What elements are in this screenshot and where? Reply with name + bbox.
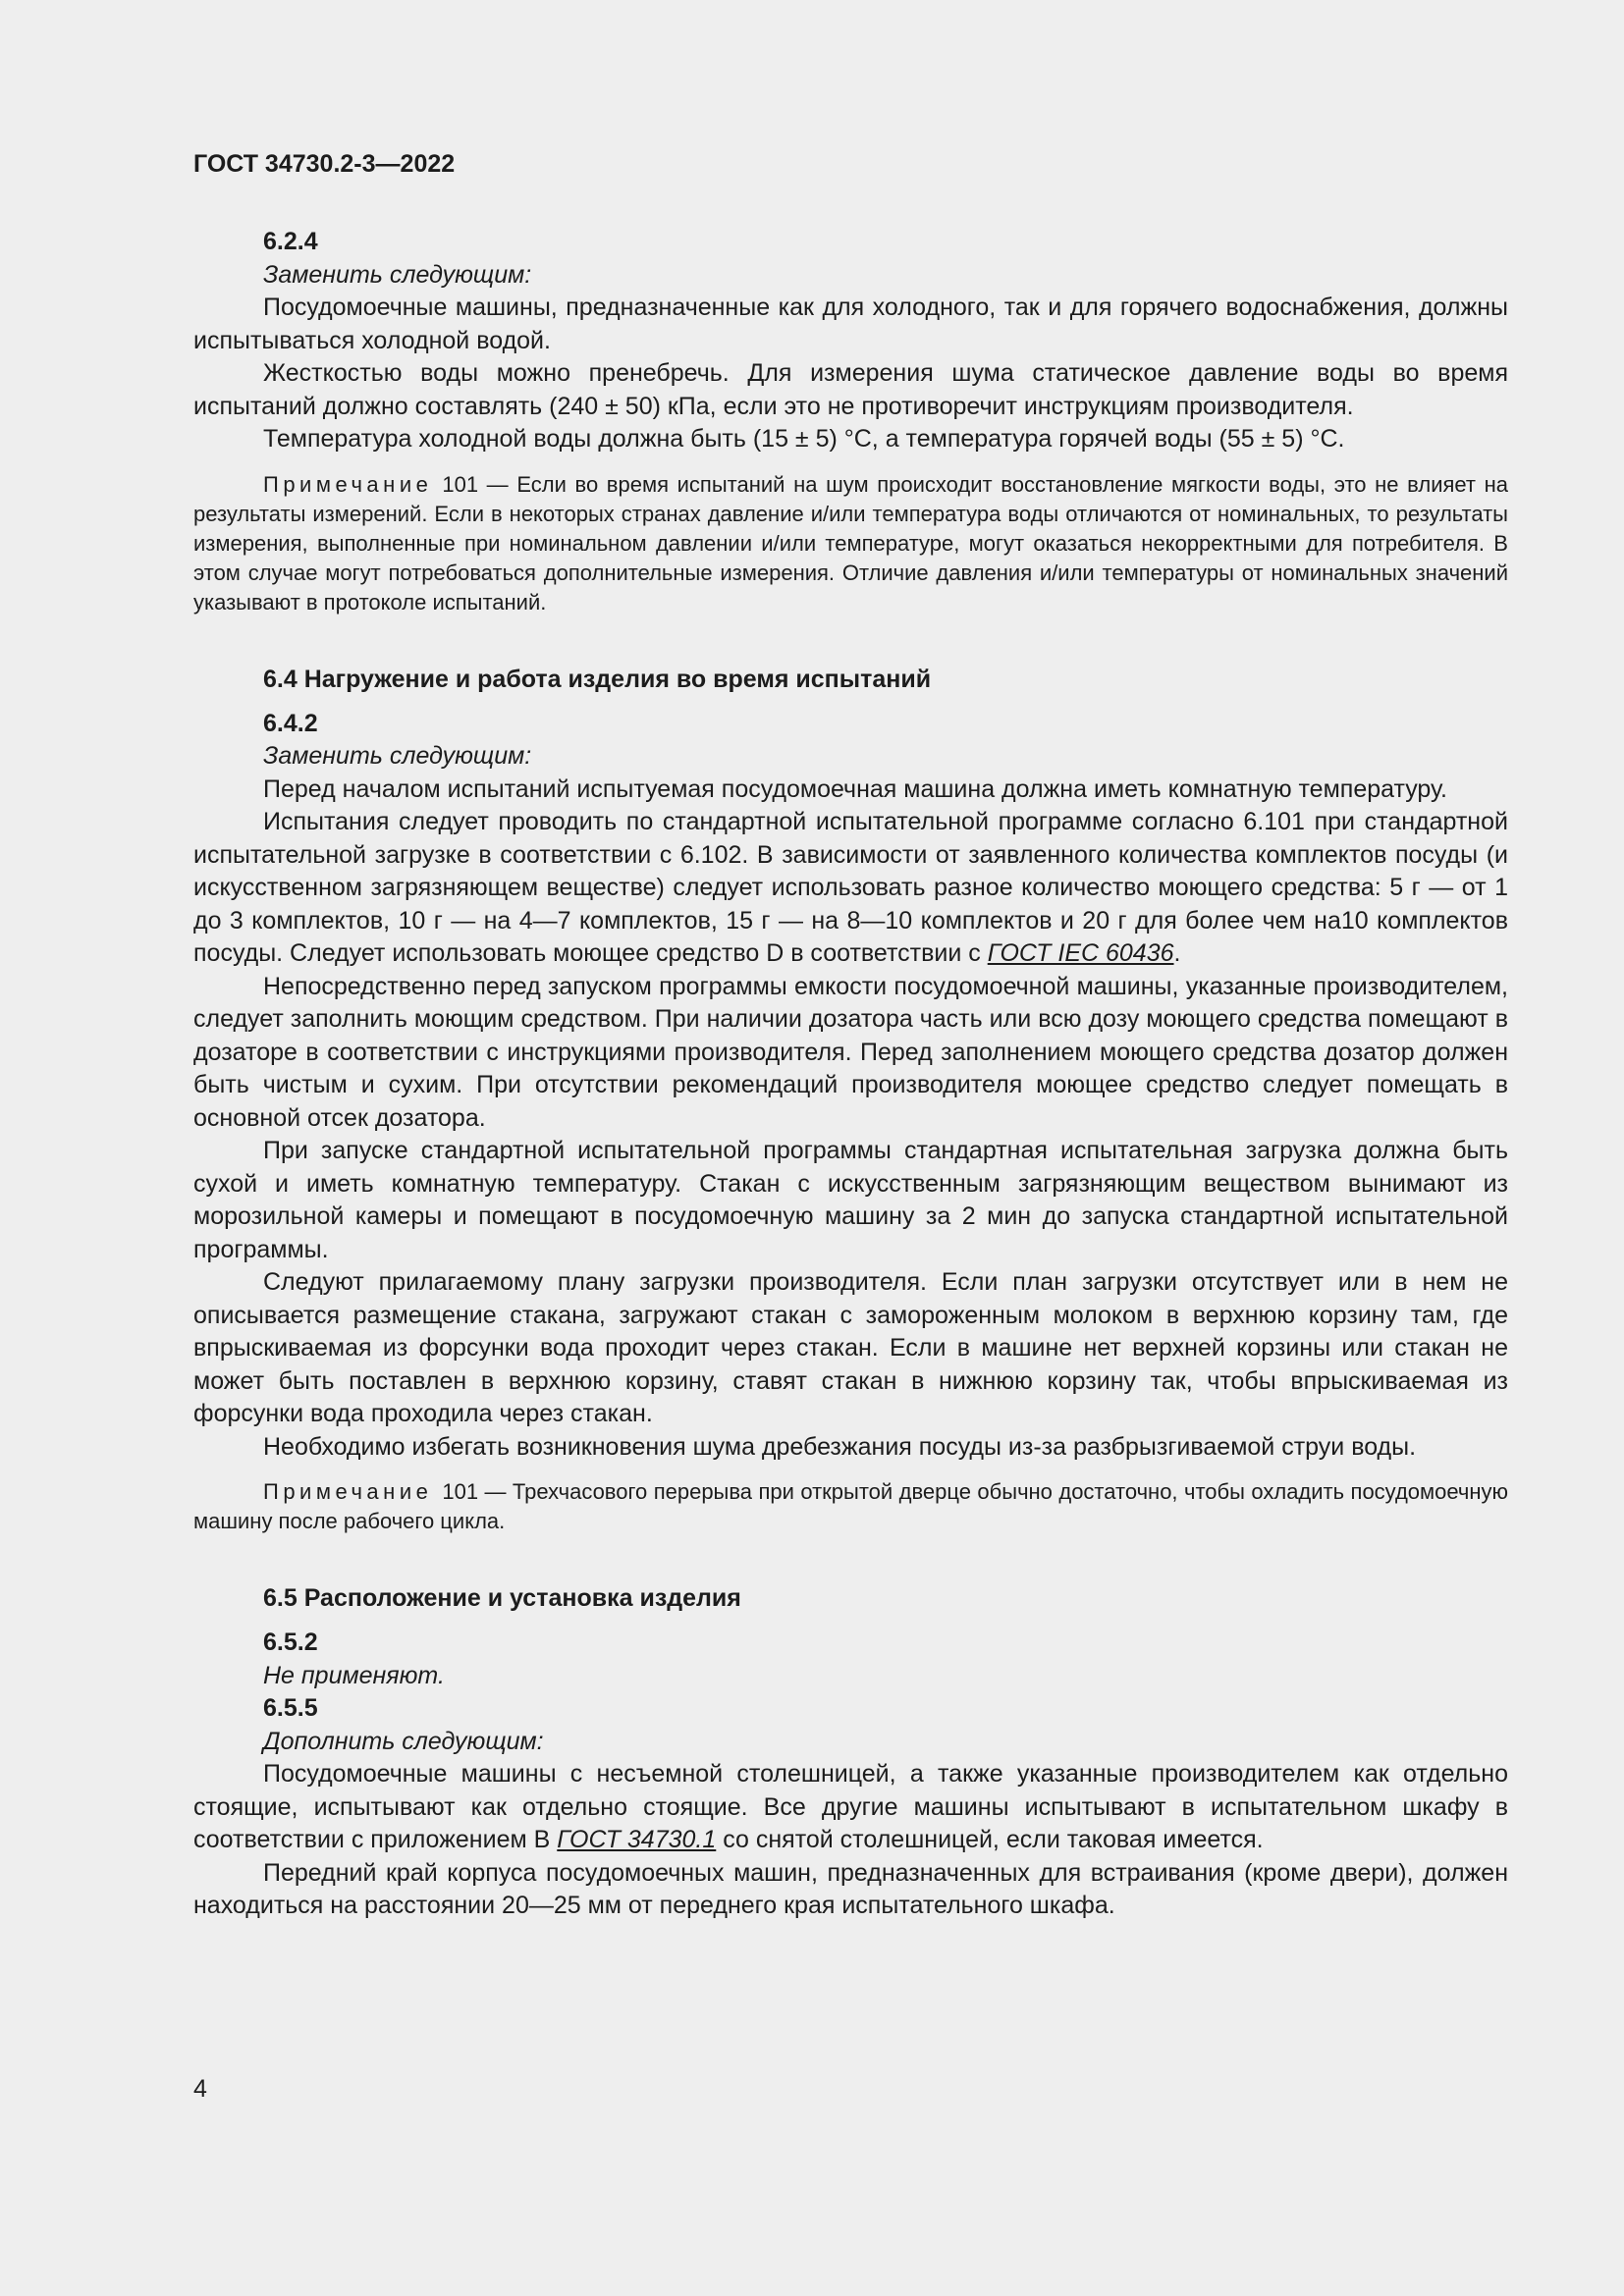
section-6-4 (193, 663, 1508, 1537)
clause-number: 6.5.2 (263, 1629, 318, 1656)
clause-instruction: Дополнить следующим: (263, 1727, 544, 1755)
note (193, 470, 1508, 617)
paragraph (193, 806, 1508, 971)
page-number: 4 (193, 2075, 207, 2103)
section-6-5 (193, 1581, 1508, 1923)
clause-number: 6.2.4 (263, 228, 318, 255)
paragraph: Следуют прилагаемому плану загрузки производителя. Если план загрузки отсутствует или в нем не описывается размещение стакана, загружают стакан с замороженным молоком в верхнюю корзину там, где впрыскиваемая из форсунки вода проходит через стакан. Если в машине нет верхней корзины или стакан не может быть поставлен в верхнюю корзину, ставят стакан в нижнюю корзину так, чтобы впрыскиваемая из форсунки вода проходила через стакан. (193, 1268, 1508, 1427)
paragraph-text-end: со снятой столешницей, если таковая имеется. (716, 1826, 1264, 1853)
paragraph-text: Посудомоечные машины с несъемной столешницей, а также указанные производителем как отдельно стоящие, испытывают как отдельно стоящие. Все другие машины испытывают в испытательном шкафу в соответствии с приложением В (193, 1760, 1508, 1853)
note-label: Примечание (263, 1479, 433, 1504)
paragraph: Перед началом испытаний испытуемая посудомоечная машина должна иметь комнатную температуру. (263, 774, 1447, 803)
clause-number: 6.4.2 (263, 709, 318, 737)
note (193, 1477, 1508, 1536)
paragraph: Температура холодной воды должна быть (15 ± 5) °С, а температура горячей воды (55 ± 5) °С. (263, 425, 1345, 453)
note-label: Примечание (263, 471, 433, 497)
gost-34730-1-link[interactable]: ГОСТ 34730.1 (557, 1826, 717, 1853)
section-6-2-4 (193, 226, 1508, 617)
clause-number: 6.5.5 (263, 1694, 318, 1722)
gost-iec-60436-link[interactable]: ГОСТ IEC 60436 (987, 939, 1174, 967)
paragraph: Жесткостью воды можно пренебречь. Для измерения шума статическое давление воды во время испытаний должно составлять (240 ± 50) кПа, если это не противоречит инструкциям производителя. (193, 359, 1508, 420)
paragraph: При запуске стандартной испытательной программы стандартная испытательная загрузка должна быть сухой и иметь комнатную температуру. Стакан с искусственным загрязняющим веществом вынимают из морозильной камеры и помещают в посудомоечную машину за 2 мин до запуска стандартной испытательной программы. (193, 1137, 1508, 1263)
clause-instruction: Заменить следующим: (263, 742, 532, 770)
clause-instruction: Заменить следующим: (263, 260, 532, 289)
clause-instruction: Не применяют. (263, 1661, 445, 1689)
paragraph: Посудомоечные машины, предназначенные как для холодного, так и для горячего водоснабжения, должны испытываться холодной водой. (193, 294, 1508, 354)
note-text: 101 — Если во время испытаний на шум происходит восстановление мягкости воды, это не влияет на результаты измерений. Если в некоторых странах давление и/или температура воды отличаются от номинальных, то результаты измерения, выполненные при номинальном давлении и/или температуре, могут оказаться некорректными для потребителя. В этом случае могут потребоваться дополнительные измерения. Отличие давления и/или температуры от номинальных значений указывают в протоколе испытаний. (193, 471, 1508, 614)
paragraph-text: Испытания следует проводить по стандартной испытательной программе согласно 6.101 при стандартной испытательной загрузке в соответствии с 6.102. В зависимости от заявленного количества комплектов посуды (и искусственном загрязняющем веществе) следует использовать разное количество моющего средства: 5 г — от 1 до 3 комплектов, 10 г — на 4—7 комплектов, 15 г — на 8—10 комплектов и 20 г для более чем на10 комплектов посуды. Следует использовать моющее средство D в соответствии с (193, 808, 1508, 967)
paragraph: Необходимо избегать возникновения шума дребезжания посуды из-за разбрызгиваемой струи воды. (263, 1432, 1417, 1461)
section-title: 6.5 Расположение и установка изделия (263, 1584, 741, 1612)
paragraph: Непосредственно перед запуском программы емкости посудомоечной машины, указанные производителем, следует заполнить моющим средством. При наличии дозатора часть или всю дозу моющего средства помещают в дозаторе в соответствии с инструкциями производителя. Перед заполнением моющего средства дозатор должен быть чистым и сухим. При отсутствии рекомендаций производителя моющее средство следует помещать в основной отсек дозатора. (193, 972, 1508, 1132)
paragraph (193, 1758, 1508, 1857)
paragraph: Передний край корпуса посудомоечных машин, предназначенных для встраивания (кроме двери), должен находиться на расстоянии 20—25 мм от переднего края испытательного шкафа. (193, 1858, 1508, 1919)
document-header: ГОСТ 34730.2-3—2022 (193, 150, 456, 178)
section-title: 6.4 Нагружение и работа изделия во время испытаний (263, 665, 932, 693)
paragraph-text-end: . (1173, 939, 1181, 967)
note-text: 101 — Трехчасового перерыва при открытой дверце обычно достаточно, чтобы охладить посудомоечную машину после рабочего цикла. (193, 1479, 1508, 1533)
